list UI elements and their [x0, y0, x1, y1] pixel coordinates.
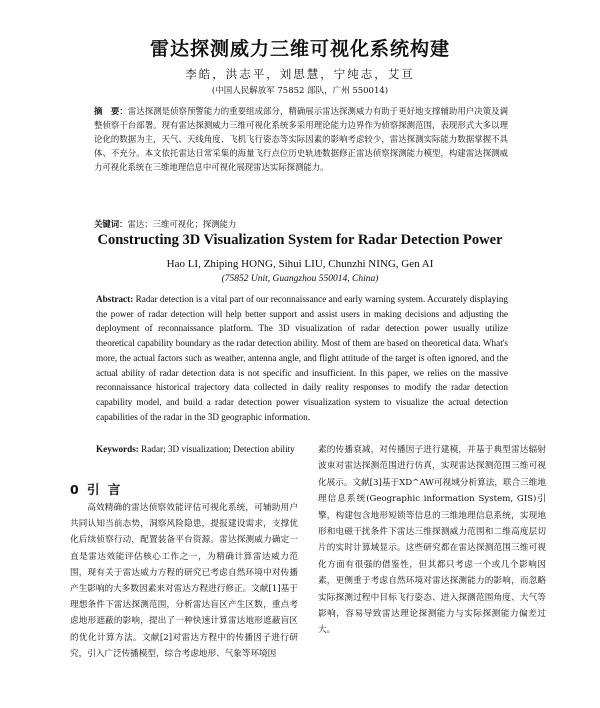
- english-affiliation: (75852 Unit, Guangzhou 550014, China): [221, 274, 379, 284]
- chinese-title: 雷达探测威力三维可视化系统构建: [149, 38, 450, 60]
- english-keywords-label: Keywords:: [96, 444, 139, 454]
- chinese-abstract-text: 雷达探测是侦察预警能力的重要组成部分，精确展示雷达探测威力有助于更好地支撑辅助用户决策及调整侦察干台部署。现有雷达探测威力三维可视化系统多采用理论能力边界作为侦察探测范围，表现形式大多以理论化的数据为主，天气、天线角度、飞机飞行姿态等实际因素的影响考虑较少，雷达探测实际能力数据掌握不具体、不充分。本文依托雷达日常采集的海量飞行点位历史轨迹数据修正雷达侦察探测能力模型，构建雷达探测威力可视化系统在三维地理信息中可视化展现雷达实际探测能力。: [94, 106, 509, 172]
- chinese-abstract-label: 摘 要：: [94, 106, 128, 116]
- chinese-keywords-label: 关键词：: [94, 219, 128, 229]
- chinese-authors: 李皓，洪志平，刘思慧，宁纯志，艾亘: [185, 67, 415, 81]
- english-abstract: [96, 292, 508, 424]
- chinese-abstract: [94, 104, 508, 174]
- english-title: Constructing 3D Visualization System for Radar Detection Power: [97, 232, 503, 248]
- english-abstract-text: Radar detection is a vital part of our reconnaissance and early warning system. Accurately displaying the power of radar detection will help better support and assist users in making decisions and adjusting the deployment of reconnaissance platform. The 3D visualization of radar detection power usually utilize theoretical capability boundary as the radar detection ability. Most of them are based on theoretical data. What's more, the actual factors such as weather, antenna angle, and flight attitude of the target is often ignored, and the actual ability of radar detection data is not specific and insufficient. In this paper, we relies on the massive reconnaissance historical trajectory data collected in daily reality responses to modify the radar detection capability model, and build a radar detection power visualization system to visualize the actual detection capabilities of the radar in the 3D geographic information.: [96, 294, 509, 422]
- section-heading: 0 引 言: [70, 482, 123, 497]
- body-column-right: 素的传播衰减，对传播因子进行建模，并基于典型雷达辐射波束对雷达探测范围进行仿真，实现雷达探测范围三维可视化展示。文献[3]基于XD^AW可视域分析算法，联合三维地理信息系统(Geographic information System, GIS)引擎，构建包含地形短锁等信息的三维地理信息系统，实现地形和电磁干扰条件下雷达三维探测威力范围和二维高度层切片的实时计算域显示。这些研究都在雷达探测范围三维可视化方面有很强的借鉴性，但其都只考虑一个或几个影响因素，更侧重于考虑自然环境对雷达探测能力的影响，而忽略实际探测过程中目标飞行姿态、进入探测范围角度、大气等影响，容易导致雷达理论探测能力与实际探测能力偏差过大。: [318, 445, 546, 636]
- chinese-keywords-text: 雷达；三维可视化；探测能力: [127, 219, 237, 229]
- body-column-left: 高效精确的雷达侦察效能评估可视化系统，可辅助用户共同认知当前态势，洞察风险隐患，提报建设需求，支撑优化后续侦察行动，配置装备平台资源。雷达探测威力确定一直是雷达效能评估核心工作之一，为精确计算雷达威力范围，现有关于雷达威力方程的研究已考虑自然环境中对传播产生影响的大多数因素来对雷达方程进行修正。文献[1]基于理想条件下雷达探测范围，分析雷达盲区产生区数，重点考虑地形遮蔽的影响，提出了一种快速计算雷达地形遮蔽盲区的优化计算方法。文献[2]对雷达方程中的传播因子进行研究，引入广泛传播模型，综合考虑地形、气象等环境因: [70, 503, 298, 659]
- chinese-affiliation: (中国人民解放军 75852 部队，广州 550014): [211, 86, 389, 96]
- english-keywords-text: Radar; 3D visualization; Detection ability: [141, 444, 295, 454]
- chinese-keywords: [94, 218, 508, 230]
- english-abstract-label: Abstract:: [96, 294, 134, 304]
- english-authors: Hao LI, Zhiping HONG, Sihui LIU, Chunzhi NING, Gen AI: [166, 258, 434, 270]
